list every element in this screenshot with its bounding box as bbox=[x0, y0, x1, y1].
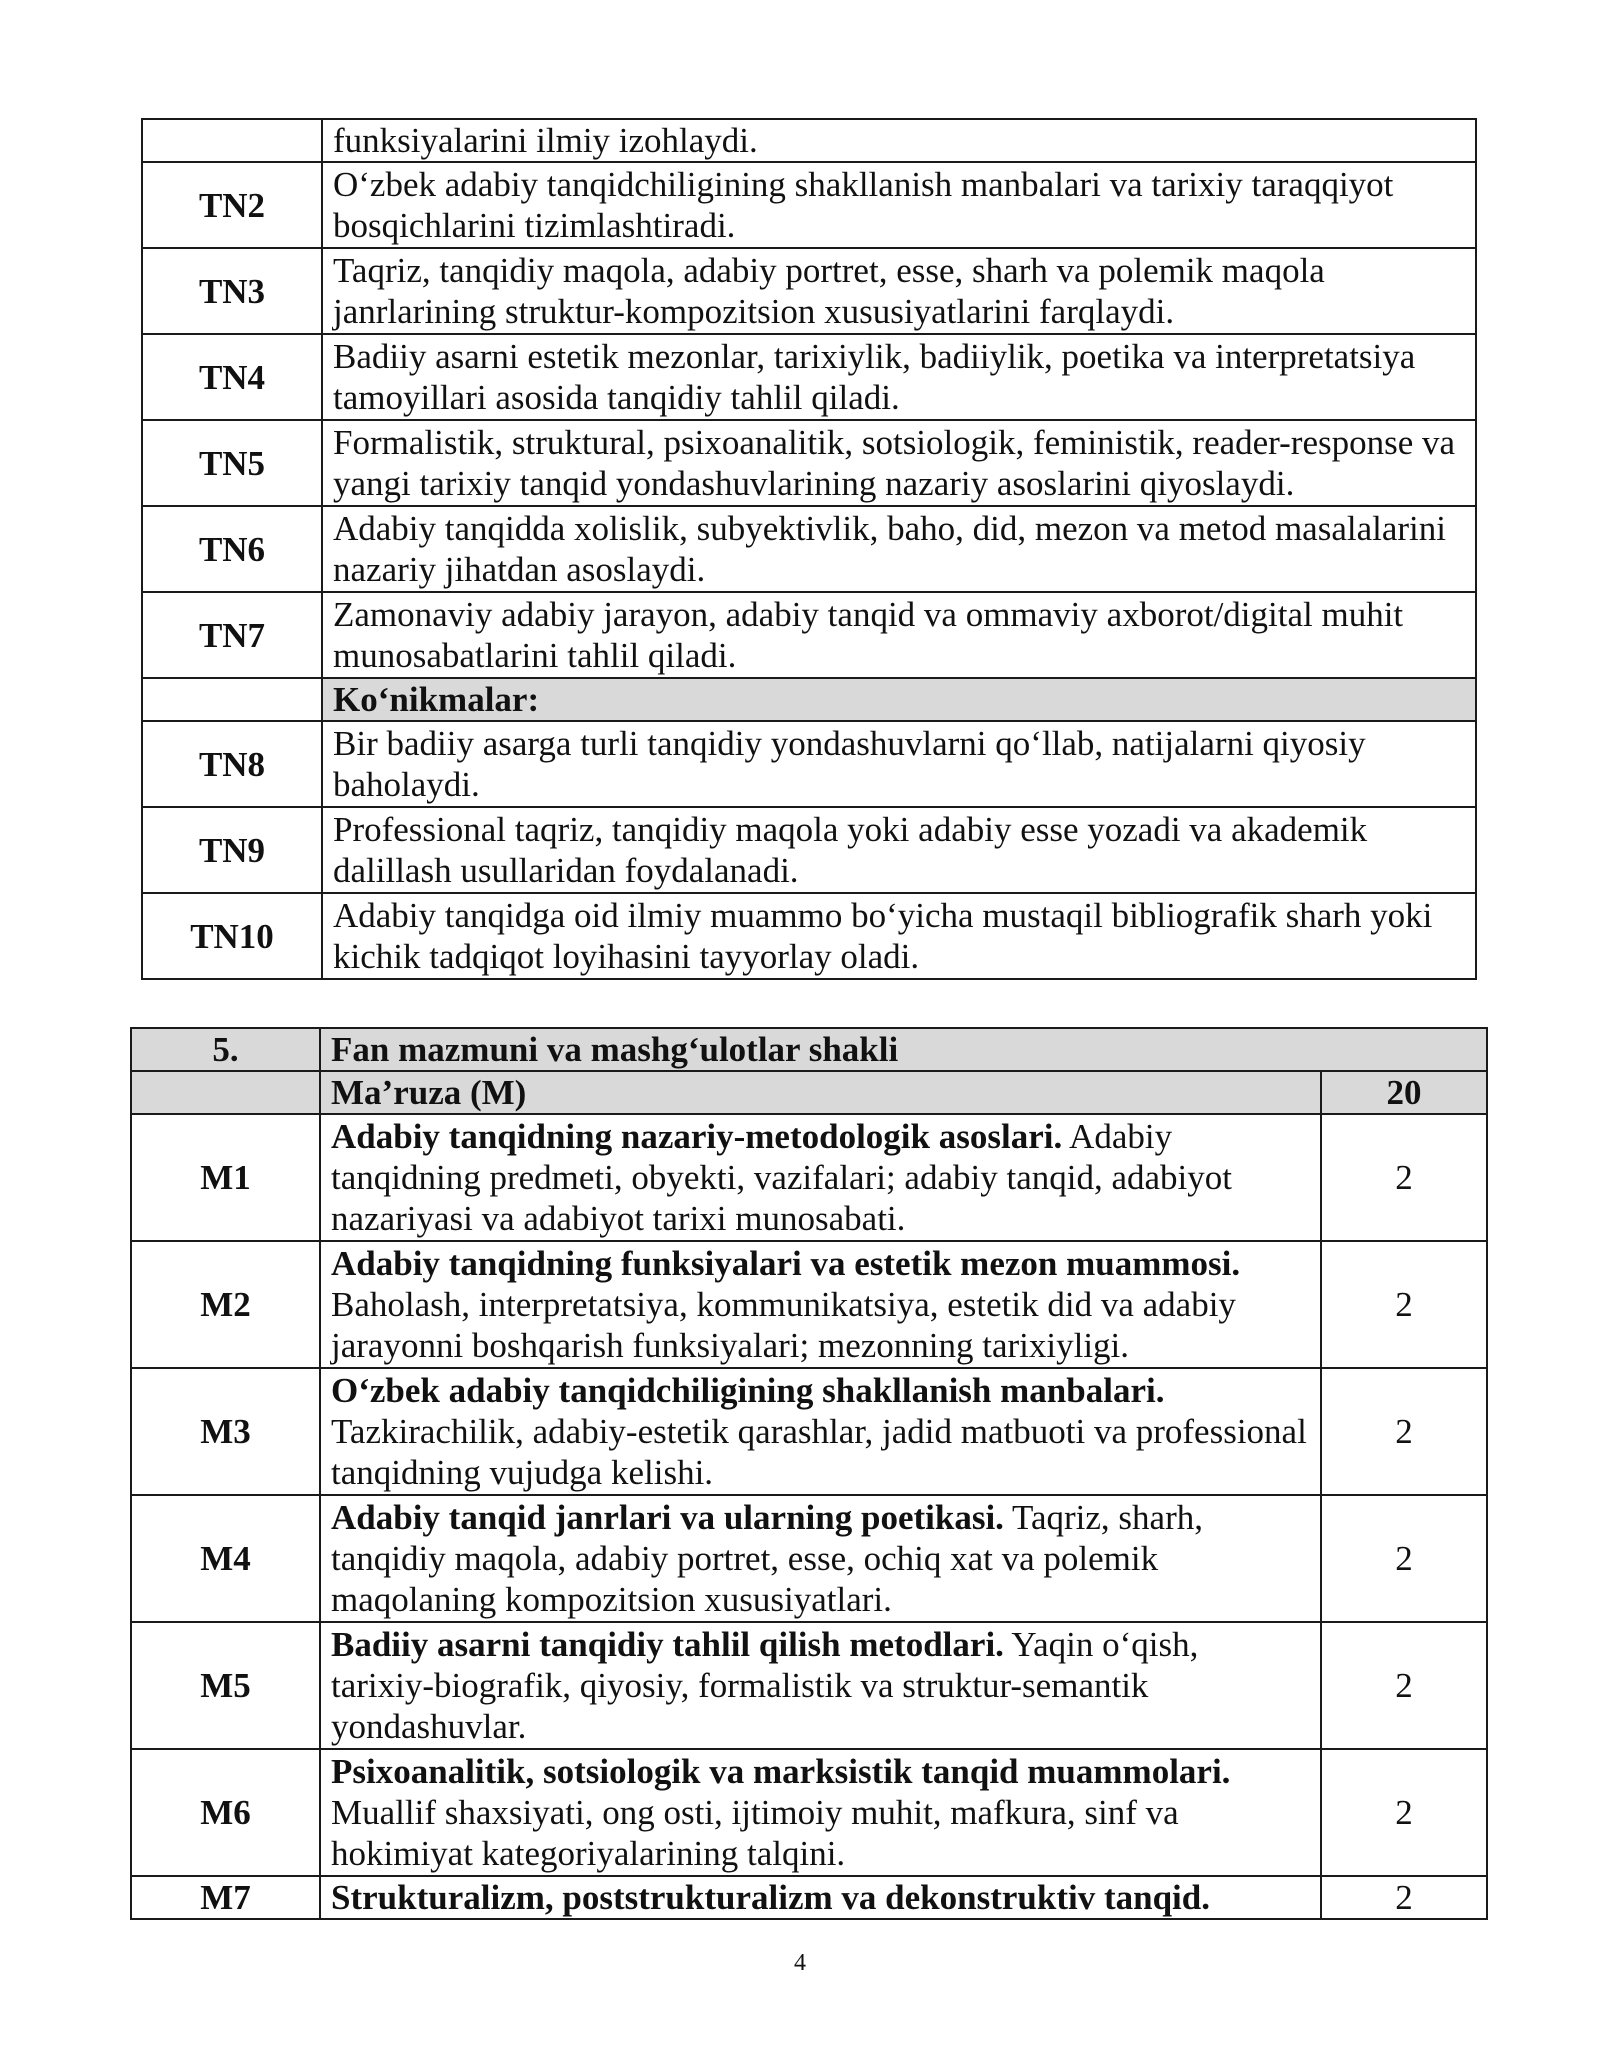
lecture-title: Psixoanalitik, sotsiologik va marksistik tanqid muammolari. bbox=[331, 1752, 1231, 1791]
lecture-total-hours: 20 bbox=[1321, 1071, 1487, 1114]
skills-header-row bbox=[142, 678, 1476, 721]
lecture-topic bbox=[320, 1114, 1321, 1241]
outcome-code: TN8 bbox=[142, 721, 322, 807]
table-row bbox=[142, 334, 1476, 420]
outcome-code: TN3 bbox=[142, 248, 322, 334]
lecture-code: M3 bbox=[131, 1368, 320, 1495]
lecture-code: M7 bbox=[131, 1876, 320, 1919]
lecture-topic bbox=[320, 1495, 1321, 1622]
lecture-title: Badiiy asarni tanqidiy tahlil qilish metodlari. bbox=[331, 1625, 1004, 1664]
table-row bbox=[131, 1368, 1487, 1495]
lecture-hours: 2 bbox=[1321, 1622, 1487, 1749]
outcome-text: Badiiy asarni estetik mezonlar, tarixiylik, badiiylik, poetika va interpretatsiya tamoyillari asosida tanqidiy tahlil qiladi. bbox=[322, 334, 1476, 420]
outcome-text: Zamonaviy adabiy jarayon, adabiy tanqid va ommaviy axborot/digital muhit munosabatlarini tahlil qiladi. bbox=[322, 592, 1476, 678]
table-row bbox=[142, 506, 1476, 592]
outcome-text: Bir badiiy asarga turli tanqidiy yondashuvlarni qo‘llab, natijalarni qiyosiy baholaydi. bbox=[322, 721, 1476, 807]
lecture-title: Adabiy tanqidning funksiyalari va estetik mezon muammosi. bbox=[331, 1244, 1241, 1283]
lecture-description: Tazkirachilik, adabiy-estetik qarashlar, jadid matbuoti va professional tanqidning vujudga kelishi. bbox=[331, 1412, 1307, 1492]
table-row bbox=[131, 1876, 1487, 1919]
lecture-code: M2 bbox=[131, 1241, 320, 1368]
lecture-title: Adabiy tanqidning nazariy-metodologik asoslari. bbox=[331, 1117, 1063, 1156]
table-row bbox=[131, 1749, 1487, 1876]
course-content-table bbox=[130, 1027, 1488, 1920]
outcome-code bbox=[142, 119, 322, 162]
outcome-text: funksiyalarini ilmiy izohlaydi. bbox=[322, 119, 1476, 162]
table-row bbox=[131, 1114, 1487, 1241]
outcome-code bbox=[142, 678, 322, 721]
outcome-text: Taqriz, tanqidiy maqola, adabiy portret, esse, sharh va polemik maqola janrlarining struktur-kompozitsion xususiyatlarini farqlaydi. bbox=[322, 248, 1476, 334]
lecture-title: Adabiy tanqid janrlari va ularning poetikasi. bbox=[331, 1498, 1004, 1537]
lecture-description: Baholash, interpretatsiya, kommunikatsiya, estetik did va adabiy jarayonni boshqarish funksiyalari; mezonning tarixiyligi. bbox=[331, 1285, 1236, 1365]
lecture-hours: 2 bbox=[1321, 1241, 1487, 1368]
lecture-code: M4 bbox=[131, 1495, 320, 1622]
table-row bbox=[131, 1495, 1487, 1622]
outcome-text: Professional taqriz, tanqidiy maqola yoki adabiy esse yozadi va akademik dalillash usullaridan foydalanadi. bbox=[322, 807, 1476, 893]
table-row bbox=[142, 592, 1476, 678]
lecture-topic bbox=[320, 1368, 1321, 1495]
lecture-code: M1 bbox=[131, 1114, 320, 1241]
lecture-header-blank bbox=[131, 1071, 320, 1114]
outcome-code: TN7 bbox=[142, 592, 322, 678]
lecture-title: O‘zbek adabiy tanqidchiligining shakllanish manbalari. bbox=[331, 1371, 1165, 1410]
outcome-text: O‘zbek adabiy tanqidchiligining shakllanish manbalari va tarixiy taraqqiyot bosqichlarini tizimlashtiradi. bbox=[322, 162, 1476, 248]
table-row bbox=[142, 807, 1476, 893]
lecture-description: Taqriz, sharh, tanqidiy maqola, adabiy portret, esse, ochiq xat va polemik maqolaning kompozitsion xususiyatlari. bbox=[331, 1498, 1203, 1619]
outcome-code: TN2 bbox=[142, 162, 322, 248]
lecture-topic bbox=[320, 1241, 1321, 1368]
section-title: Fan mazmuni va mashg‘ulotlar shakli bbox=[320, 1028, 1487, 1071]
section-header-row bbox=[131, 1028, 1487, 1071]
outcome-text: Adabiy tanqidga oid ilmiy muammo bo‘yicha mustaqil bibliografik sharh yoki kichik tadqiqot loyihasini tayyorlay oladi. bbox=[322, 893, 1476, 979]
lecture-header-row bbox=[131, 1071, 1487, 1114]
table-row bbox=[142, 248, 1476, 334]
lecture-description: Muallif shaxsiyati, ong osti, ijtimoiy muhit, mafkura, sinf va hokimiyat kategoriyalarining talqini. bbox=[331, 1793, 1179, 1873]
page-number: 4 bbox=[794, 1950, 806, 1976]
table-row bbox=[142, 420, 1476, 506]
lecture-topic bbox=[320, 1622, 1321, 1749]
table-row bbox=[131, 1622, 1487, 1749]
table-row bbox=[142, 162, 1476, 248]
outcome-code: TN5 bbox=[142, 420, 322, 506]
lecture-topic bbox=[320, 1876, 1321, 1919]
outcome-code: TN10 bbox=[142, 893, 322, 979]
lecture-hours: 2 bbox=[1321, 1114, 1487, 1241]
lecture-description: Yaqin o‘qish, tarixiy-biografik, qiyosiy, formalistik va struktur-semantik yondashuvlar. bbox=[331, 1625, 1199, 1746]
lecture-label: Ma’ruza (M) bbox=[320, 1071, 1321, 1114]
outcome-code: TN4 bbox=[142, 334, 322, 420]
outcome-code: TN6 bbox=[142, 506, 322, 592]
skills-header: Ko‘nikmalar: bbox=[322, 678, 1476, 721]
outcome-text: Adabiy tanqidda xolislik, subyektivlik, baho, did, mezon va metod masalalarini nazariy jihatdan asoslaydi. bbox=[322, 506, 1476, 592]
table-row bbox=[142, 893, 1476, 979]
table-row bbox=[142, 119, 1476, 162]
lecture-title: Strukturalizm, poststrukturalizm va dekonstruktiv tanqid. bbox=[331, 1878, 1210, 1917]
lecture-hours: 2 bbox=[1321, 1749, 1487, 1876]
outcome-code: TN9 bbox=[142, 807, 322, 893]
lecture-description: Adabiy tanqidning predmeti, obyekti, vazifalari; adabiy tanqid, adabiyot nazariyasi va adabiyot tarixi munosabati. bbox=[331, 1117, 1232, 1238]
lecture-hours: 2 bbox=[1321, 1368, 1487, 1495]
lecture-hours: 2 bbox=[1321, 1876, 1487, 1919]
lecture-topic bbox=[320, 1749, 1321, 1876]
section-number: 5. bbox=[131, 1028, 320, 1071]
lecture-code: M6 bbox=[131, 1749, 320, 1876]
table-row bbox=[142, 721, 1476, 807]
lecture-code: M5 bbox=[131, 1622, 320, 1749]
table-row bbox=[131, 1241, 1487, 1368]
learning-outcomes-table bbox=[141, 118, 1477, 980]
outcome-text: Formalistik, struktural, psixoanalitik, sotsiologik, feministik, reader-response va yangi tarixiy tanqid yondashuvlarining nazariy asoslarini qiyoslaydi. bbox=[322, 420, 1476, 506]
lecture-hours: 2 bbox=[1321, 1495, 1487, 1622]
